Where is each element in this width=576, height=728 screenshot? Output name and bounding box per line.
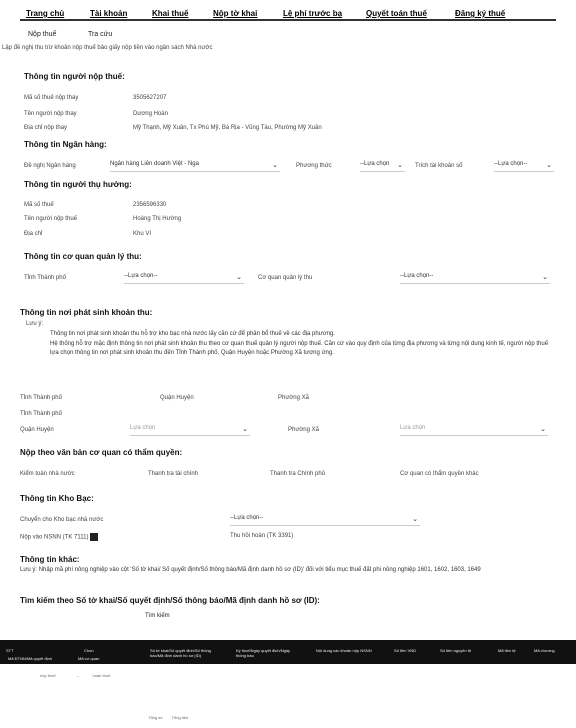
nav-declare-tax[interactable]: Khai thuế xyxy=(152,9,189,18)
beneficiary-name-value: Hoàng Thị Hường xyxy=(133,216,182,222)
origin-radio-district[interactable] xyxy=(160,395,194,401)
th-chapter-code: Mã chương xyxy=(534,648,555,653)
th-currency-code: Mã tiền tệ xyxy=(498,648,516,653)
checkbox-checked-icon[interactable] xyxy=(90,533,98,541)
authority-option-audit[interactable]: Kiểm toán nhà nước xyxy=(20,471,75,477)
subnav-lookup[interactable]: Tra cứu xyxy=(88,31,113,38)
payer-tax-code-value: 3505627207 xyxy=(133,95,167,101)
treasury-transfer-label: Chuyển cho Kho bạc nhà nước xyxy=(20,517,104,523)
authority-section-title: Nộp theo văn bản cơ quan có thẩm quyền: xyxy=(20,448,183,457)
beneficiary-name-label: Tên người nộp thuế xyxy=(24,216,77,222)
origin-note-2: Hệ thống hỗ trợ mặc định thông tin nơi phát sinh khoản thu theo cơ quan thuế quản lý người nộp thuế. Căn cứ vào quy định của từng địa phương và từng nội dung kinh tế, người nộp thuế lựa chọn thông tin nơi phát sinh khoản thu đến Tỉnh Thành phố, Quận Huyện hoặc Phường Xã tương ứng. xyxy=(50,341,549,356)
agency-province-value: --Lựa chọn-- xyxy=(124,273,158,279)
beneficiary-tax-code-label: Mã số thuế xyxy=(24,202,54,208)
nav-home[interactable]: Trang chủ xyxy=(26,9,65,18)
agency-province-label: Tỉnh Thành phố xyxy=(24,275,66,281)
origin-section-title: Thông tin nơi phát sinh khoản thu: xyxy=(20,308,153,317)
nav-registration-fee[interactable]: Lệ phí trước bạ xyxy=(283,9,343,18)
debit-account-label: Trích tài khoản số xyxy=(415,163,463,169)
agency-section-title: Thông tin cơ quan quản lý thu: xyxy=(24,252,142,261)
authority-option-other[interactable]: Cơ quan có thẩm quyền khác xyxy=(400,471,479,477)
nav-submit-declaration[interactable]: Nộp tờ khai xyxy=(213,9,258,18)
origin-ward-label: Phường Xã xyxy=(288,427,319,433)
th-stt: STT xyxy=(6,648,14,653)
beneficiary-address-value: Khu VI xyxy=(133,231,152,237)
other-section-title: Thông tin khác: xyxy=(20,555,80,564)
th-sub-1: Mã ĐTNN/Mã quyết định xyxy=(8,656,53,661)
footer-total-amount: Tổng tiền xyxy=(171,715,189,720)
th-select: Chọn xyxy=(84,648,94,653)
agency-org-select[interactable] xyxy=(400,273,550,284)
agency-org-label: Cơ quan quản lý thu xyxy=(258,275,313,281)
th-content: Nội dung các khoản nộp NSNN xyxy=(316,648,372,653)
treasury-transfer-select[interactable] xyxy=(230,515,420,526)
agency-province-select[interactable] xyxy=(124,273,244,284)
treasury-nsnn-option[interactable] xyxy=(20,533,98,541)
bank-select-value: Ngân hàng Liên doanh Việt - Nga xyxy=(110,161,199,167)
origin-district-select[interactable] xyxy=(130,425,250,436)
origin-radio-province[interactable] xyxy=(20,395,62,401)
chevron-down-icon: ⌄ xyxy=(397,162,403,169)
origin-district-label: Quận Huyện xyxy=(20,427,54,433)
bank-label: Đề nghị Ngân hàng xyxy=(24,163,76,169)
chevron-down-icon: ⌄ xyxy=(540,426,546,433)
authority-option-government[interactable]: Thanh tra Chính phủ xyxy=(270,471,326,477)
payer-address-value: Mỹ Thạnh, Mỹ Xuân, Tx Phú Mỹ, Bà Rịa - Vũng Tàu, Phường Mỹ Xuân xyxy=(133,125,322,131)
row-cell-1: nộp thuế xyxy=(40,673,56,678)
origin-district-value: Lựa chọn xyxy=(130,425,156,431)
origin-radio-ward[interactable] xyxy=(278,395,309,401)
chevron-down-icon: ⌄ xyxy=(236,274,242,281)
bank-section-title: Thông tin Ngân hàng: xyxy=(24,140,107,149)
bank-select[interactable] xyxy=(110,161,280,172)
table-row xyxy=(40,673,110,678)
treasury-nsnn-label: Nộp vào NSNN (TK 7111) xyxy=(20,534,89,541)
method-select[interactable] xyxy=(360,161,405,172)
top-nav xyxy=(0,0,576,24)
search-button[interactable]: Tìm kiếm xyxy=(145,613,170,619)
treasury-refund-option[interactable]: Thu hồi hoàn (TK 3391) xyxy=(230,533,294,539)
beneficiary-address-label: Địa chỉ xyxy=(24,231,43,237)
chevron-down-icon: ⌄ xyxy=(242,426,248,433)
payer-section-title: Thông tin người nộp thuế: xyxy=(24,72,125,81)
footer-total-count: Tổng số xyxy=(148,715,163,720)
result-table-header xyxy=(0,640,576,664)
intro-text: Lập đề nghị thu trừ khoản nộp thuế bảo giấy nộp tiền vào ngân sách Nhà nước xyxy=(2,45,213,51)
origin-note-1: Thông tin nơi phát sinh khoản thu hỗ trợ kho bạc nhà nước lấy căn cứ để phân bổ thuế về các địa phương. xyxy=(50,331,335,337)
origin-radio-ward-label: Phường Xã xyxy=(278,395,309,401)
chevron-down-icon: ⌄ xyxy=(412,516,418,523)
method-select-value: --Lựa chọn xyxy=(360,161,390,167)
beneficiary-section-title: Thông tin người thụ hưởng: xyxy=(24,180,132,189)
method-label: Phương thức xyxy=(296,163,332,169)
chevron-down-icon: ⌄ xyxy=(546,162,552,169)
origin-radio-province-label: Tỉnh Thành phố xyxy=(20,395,62,401)
nav-account[interactable]: Tài khoản xyxy=(90,9,128,18)
payer-tax-code-label: Mã số thuế nộp thay xyxy=(24,95,79,101)
payer-name-label: Tên người nộp thay xyxy=(24,111,77,117)
chevron-down-icon: ⌄ xyxy=(542,274,548,281)
origin-ward-value: Lựa chọn xyxy=(400,425,426,431)
th-amount-vnd: Số tiền VND xyxy=(394,648,417,653)
debit-account-select-value: --Lựa chọn-- xyxy=(494,161,528,167)
nav-tax-registration[interactable]: Đăng ký thuế xyxy=(455,9,506,18)
table-footer xyxy=(148,715,188,720)
th-amount-foreign: Số tiền nguyên tệ xyxy=(440,648,472,653)
chevron-down-icon: ⌄ xyxy=(272,162,278,169)
treasury-section-title: Thông tin Kho Bạc: xyxy=(20,494,94,503)
other-note: Lưu ý: Nhập mã phí nông nghiệp vào cột 'Số tờ khai/ Số quyết định/Số thông báo/Mã định danh hồ sơ (ID)' đối với tiểu mục thuế đất phi nông nghiệp 1601, 1602, 1603, 1649 xyxy=(20,567,481,573)
payer-address-label: Địa chỉ nộp thay xyxy=(24,125,68,131)
origin-note-title: Lưu ý: xyxy=(26,321,44,327)
origin-province-label: Tỉnh Thành phố xyxy=(20,411,62,417)
payer-name-value: Dương Hoàn xyxy=(133,111,168,117)
row-cell-2: -- xyxy=(76,673,80,678)
search-section-title: Tìm kiếm theo Số tờ khai/Số quyết định/Số thông báo/Mã định danh hồ sơ (ID): xyxy=(20,596,320,605)
nav-tax-finalization[interactable]: Quyết toán thuế xyxy=(366,9,427,18)
origin-radio-district-label: Quận Huyện xyxy=(160,395,194,401)
th-sub-2: Mã cơ quan xyxy=(78,656,100,661)
th-tax-period: Kỳ thuế/Ngày quyết định/Ngày thông báo xyxy=(236,648,291,658)
subnav-pay-tax[interactable]: Nộp thuế xyxy=(28,31,57,38)
th-document-number: Số tờ khai/Số quyết định/Số thông báo/Mã định danh hồ sơ (ID) xyxy=(150,648,211,658)
origin-ward-select[interactable] xyxy=(400,425,548,436)
row-cell-3: hoàn thuế xyxy=(92,673,111,678)
agency-org-value: --Lựa chọn-- xyxy=(400,273,434,279)
treasury-transfer-value: --Lựa chọn-- xyxy=(230,515,264,521)
authority-option-finance[interactable]: Thanh tra tài chính xyxy=(148,471,199,477)
nav-bar-line xyxy=(20,19,556,21)
beneficiary-tax-code-value: 2356596330 xyxy=(133,202,167,208)
debit-account-select[interactable] xyxy=(494,161,554,172)
